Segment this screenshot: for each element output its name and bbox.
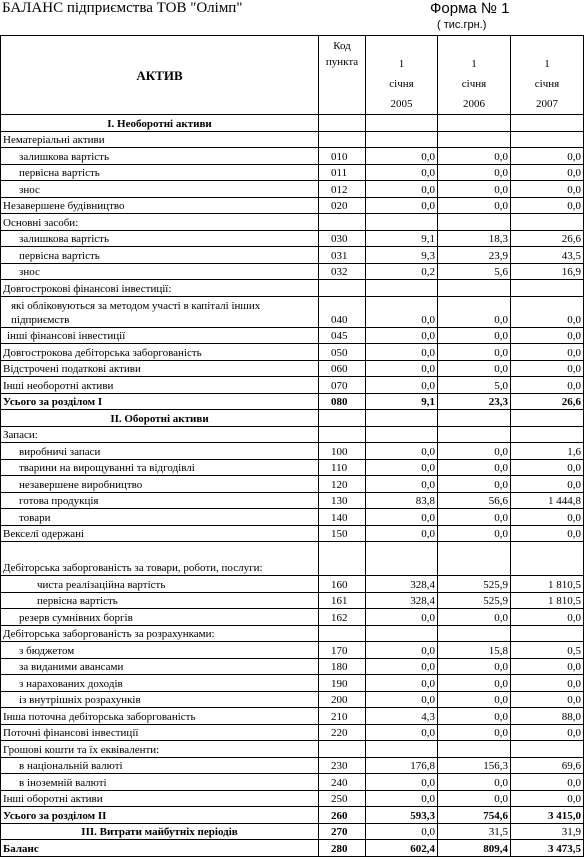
table-row: [1, 247, 584, 264]
table-row: [1, 542, 584, 576]
row-value-2005: 0,0: [366, 774, 438, 791]
row-code: 011: [319, 164, 366, 181]
row-value-2007: [511, 280, 584, 297]
row-value-2006: 0,0: [438, 724, 511, 741]
table-row: [1, 642, 584, 659]
row-value-2006: 525,9: [438, 592, 511, 609]
row-value-2006: 0,0: [438, 691, 511, 708]
header-code: Код пункта: [319, 36, 366, 115]
header-period-2005-day: 1: [398, 58, 405, 70]
table-row: [1, 625, 584, 642]
row-value-2007: 43,5: [511, 247, 584, 264]
row-value-2006: 0,0: [438, 509, 511, 526]
row-value-2005: 9,1: [366, 230, 438, 247]
header-period-2006: [438, 36, 511, 115]
form-number: Форма № 1: [430, 0, 510, 17]
row-label: із внутрішніх розрахунків: [1, 691, 319, 708]
header-period-2005-month: січня: [389, 78, 414, 90]
row-label: Баланс: [1, 840, 319, 857]
header-period-2007-month: січня: [534, 78, 560, 90]
row-code: 210: [319, 708, 366, 725]
row-value-2006: 0,0: [438, 525, 511, 542]
row-value-2005: [366, 410, 438, 427]
row-value-2005: 4,3: [366, 708, 438, 725]
table-row: [1, 476, 584, 493]
row-code: [319, 214, 366, 231]
row-value-2005: [366, 131, 438, 148]
row-value-2007: [511, 131, 584, 148]
row-label: Поточні фінансові інвестиції: [1, 724, 319, 741]
row-value-2006: 0,0: [438, 197, 511, 214]
row-value-2005: 0,0: [366, 790, 438, 807]
table-row: [1, 823, 584, 840]
table-row: [1, 360, 584, 377]
row-value-2006: 754,6: [438, 807, 511, 824]
table-row: [1, 410, 584, 427]
row-value-2005: 0,0: [366, 181, 438, 198]
row-value-2005: 0,0: [366, 509, 438, 526]
row-label: в національній валюті: [1, 757, 319, 774]
row-value-2007: 0,0: [511, 197, 584, 214]
row-value-2007: [511, 115, 584, 132]
row-value-2005: [366, 741, 438, 758]
row-value-2005: 0,0: [366, 459, 438, 476]
row-code: 260: [319, 807, 366, 824]
row-value-2007: [511, 542, 584, 576]
row-value-2007: 3 473,5: [511, 840, 584, 857]
header-period-2007: [511, 36, 584, 115]
row-label: знос: [1, 263, 319, 280]
row-code: 080: [319, 393, 366, 410]
row-value-2007: 88,0: [511, 708, 584, 725]
row-value-2005: 0,0: [366, 197, 438, 214]
row-code: [319, 280, 366, 297]
row-value-2006: 0,0: [438, 459, 511, 476]
row-code: 010: [319, 148, 366, 165]
row-value-2006: 156,3: [438, 757, 511, 774]
table-row: [1, 741, 584, 758]
table-row: [1, 708, 584, 725]
header-period-2005-year: 2005: [390, 98, 413, 110]
row-value-2006: [438, 410, 511, 427]
row-value-2007: 0,0: [511, 327, 584, 344]
row-value-2006: [438, 214, 511, 231]
row-value-2005: 0,0: [366, 164, 438, 181]
row-value-2006: [438, 131, 511, 148]
row-code: 220: [319, 724, 366, 741]
row-value-2005: 0,2: [366, 263, 438, 280]
row-value-2007: 0,0: [511, 164, 584, 181]
row-value-2006: 809,4: [438, 840, 511, 857]
row-value-2005: [366, 542, 438, 576]
table-row: [1, 115, 584, 132]
row-label: Довгострокова дебіторська заборгованість: [1, 344, 319, 361]
row-value-2007: [511, 625, 584, 642]
row-label: первісна вартість: [1, 247, 319, 264]
row-code: 180: [319, 658, 366, 675]
row-code: 190: [319, 675, 366, 692]
row-label: Векселі одержані: [1, 525, 319, 542]
row-value-2005: 0,0: [366, 296, 438, 327]
table-row: [1, 230, 584, 247]
row-value-2005: [366, 214, 438, 231]
row-value-2007: 0,0: [511, 509, 584, 526]
row-value-2006: 0,0: [438, 327, 511, 344]
row-code: 150: [319, 525, 366, 542]
row-value-2007: [511, 426, 584, 443]
row-code: [319, 542, 366, 576]
header-period-2006-year: 2006: [463, 98, 485, 110]
row-value-2007: 69,6: [511, 757, 584, 774]
row-value-2006: 0,0: [438, 774, 511, 791]
row-label: з нарахованих доходів: [1, 675, 319, 692]
row-label: Довгострокові фінансові інвестиції:: [1, 280, 319, 297]
table-row: [1, 296, 584, 327]
balance-table: [0, 35, 584, 857]
row-value-2006: 0,0: [438, 164, 511, 181]
row-code: 020: [319, 197, 366, 214]
row-value-2006: 0,0: [438, 344, 511, 361]
row-value-2007: 1 444,8: [511, 492, 584, 509]
row-value-2006: 0,0: [438, 360, 511, 377]
row-value-2006: 5,6: [438, 263, 511, 280]
table-row: [1, 840, 584, 857]
row-value-2005: 0,0: [366, 823, 438, 840]
row-value-2007: 1 810,5: [511, 592, 584, 609]
row-value-2006: 0,0: [438, 443, 511, 460]
row-value-2005: 176,8: [366, 757, 438, 774]
row-label: залишкова вартість: [1, 230, 319, 247]
row-label: залишкова вартість: [1, 148, 319, 165]
table-row: [1, 181, 584, 198]
row-value-2006: 0,0: [438, 790, 511, 807]
table-row: [1, 214, 584, 231]
row-value-2007: 0,5: [511, 642, 584, 659]
row-value-2007: [511, 410, 584, 427]
row-value-2005: 0,0: [366, 675, 438, 692]
table-row: [1, 658, 584, 675]
row-value-2007: 0,0: [511, 360, 584, 377]
row-value-2005: 0,0: [366, 327, 438, 344]
table-row: [1, 426, 584, 443]
table-row: [1, 774, 584, 791]
row-value-2007: 0,0: [511, 774, 584, 791]
row-label: Запаси:: [1, 426, 319, 443]
table-row: [1, 724, 584, 741]
header-period-2007-year: 2007: [536, 98, 558, 110]
row-value-2007: 3 415,0: [511, 807, 584, 824]
table-row: [1, 492, 584, 509]
table-row: [1, 592, 584, 609]
row-label: знос: [1, 181, 319, 198]
row-code: 050: [319, 344, 366, 361]
row-code: 012: [319, 181, 366, 198]
row-value-2006: 23,9: [438, 247, 511, 264]
table-row: [1, 576, 584, 593]
row-label: які обліковуються за методом участі в капіталі інших підприємств: [1, 296, 319, 327]
row-value-2006: 31,5: [438, 823, 511, 840]
row-code: 270: [319, 823, 366, 840]
row-value-2007: 0,0: [511, 459, 584, 476]
table-row: [1, 443, 584, 460]
table-row: [1, 377, 584, 394]
row-label: Усього за розділом ІІ: [1, 807, 319, 824]
row-label: первісна вартість: [1, 592, 319, 609]
row-value-2005: 0,0: [366, 658, 438, 675]
row-label: резерв сумнівних боргів: [1, 609, 319, 626]
row-value-2006: 0,0: [438, 296, 511, 327]
row-value-2006: 23,3: [438, 393, 511, 410]
row-code: 170: [319, 642, 366, 659]
row-value-2005: 9,3: [366, 247, 438, 264]
row-value-2005: 0,0: [366, 360, 438, 377]
header-period-2007-day: 1: [544, 58, 550, 70]
row-value-2007: 0,0: [511, 377, 584, 394]
row-label: виробничі запаси: [1, 443, 319, 460]
row-code: 240: [319, 774, 366, 791]
table-row: [1, 263, 584, 280]
row-code: [319, 410, 366, 427]
row-label: товари: [1, 509, 319, 526]
row-value-2005: 0,0: [366, 525, 438, 542]
row-label: ІІІ. Витрати майбутніх періодів: [1, 823, 319, 840]
table-row: [1, 757, 584, 774]
header-activ: АКТИВ: [1, 36, 319, 115]
row-value-2005: 83,8: [366, 492, 438, 509]
row-label: Незавершене будівництво: [1, 197, 319, 214]
row-value-2005: 0,0: [366, 691, 438, 708]
row-value-2007: 0,0: [511, 609, 584, 626]
row-label: І. Необоротні активи: [1, 115, 319, 132]
row-value-2005: 0,0: [366, 724, 438, 741]
table-row: [1, 459, 584, 476]
row-code: 200: [319, 691, 366, 708]
row-value-2006: 525,9: [438, 576, 511, 593]
table-row: [1, 131, 584, 148]
row-value-2005: 0,0: [366, 476, 438, 493]
row-value-2006: [438, 115, 511, 132]
row-code: 031: [319, 247, 366, 264]
row-value-2007: 31,9: [511, 823, 584, 840]
row-label: в іноземній валюті: [1, 774, 319, 791]
row-code: 130: [319, 492, 366, 509]
row-value-2006: 0,0: [438, 658, 511, 675]
row-code: [319, 625, 366, 642]
row-value-2006: 0,0: [438, 476, 511, 493]
table-row: [1, 691, 584, 708]
row-value-2007: 0,0: [511, 525, 584, 542]
table-row: [1, 609, 584, 626]
row-value-2007: 1 810,5: [511, 576, 584, 593]
row-label: Нематеріальні активи: [1, 131, 319, 148]
row-value-2007: [511, 214, 584, 231]
row-value-2006: 0,0: [438, 148, 511, 165]
row-code: 030: [319, 230, 366, 247]
row-label: Основні засоби:: [1, 214, 319, 231]
row-value-2006: 0,0: [438, 675, 511, 692]
row-value-2006: [438, 741, 511, 758]
row-label: Дебіторська заборгованість за розрахунками:: [1, 625, 319, 642]
row-value-2007: 0,0: [511, 724, 584, 741]
row-value-2005: 593,3: [366, 807, 438, 824]
row-code: 032: [319, 263, 366, 280]
row-label: Усього за розділом І: [1, 393, 319, 410]
row-code: 140: [319, 509, 366, 526]
row-value-2007: 26,6: [511, 230, 584, 247]
row-code: 100: [319, 443, 366, 460]
row-code: [319, 426, 366, 443]
row-value-2006: 56,6: [438, 492, 511, 509]
row-value-2007: 0,0: [511, 344, 584, 361]
header-period-2005: [366, 36, 438, 115]
row-value-2005: [366, 426, 438, 443]
row-value-2005: 0,0: [366, 148, 438, 165]
row-value-2005: 0,0: [366, 609, 438, 626]
row-label: інші фінансові інвестиції: [1, 327, 319, 344]
table-row: [1, 790, 584, 807]
table-row: [1, 525, 584, 542]
table-body: [1, 115, 584, 857]
row-value-2007: 0,0: [511, 675, 584, 692]
table-row: [1, 675, 584, 692]
row-value-2006: [438, 280, 511, 297]
row-value-2007: 16,9: [511, 263, 584, 280]
row-value-2007: 0,0: [511, 148, 584, 165]
table-row: [1, 509, 584, 526]
row-label: Інша поточна дебіторська заборгованість: [1, 708, 319, 725]
row-value-2005: 602,4: [366, 840, 438, 857]
row-label: ІІ. Оборотні активи: [1, 410, 319, 427]
row-code: 160: [319, 576, 366, 593]
row-code: 060: [319, 360, 366, 377]
row-value-2006: [438, 426, 511, 443]
row-value-2006: 0,0: [438, 708, 511, 725]
row-value-2005: 0,0: [366, 443, 438, 460]
row-value-2006: 15,8: [438, 642, 511, 659]
row-value-2007: 0,0: [511, 476, 584, 493]
row-value-2007: 0,0: [511, 181, 584, 198]
row-label: з бюджетом: [1, 642, 319, 659]
row-value-2007: 0,0: [511, 691, 584, 708]
table-row: [1, 148, 584, 165]
header-period-2006-day: 1: [471, 58, 477, 70]
row-code: [319, 741, 366, 758]
row-code: 162: [319, 609, 366, 626]
row-value-2007: [511, 741, 584, 758]
table-header-row: [1, 36, 584, 115]
table-row: [1, 393, 584, 410]
units-label: ( тис.грн.): [437, 19, 487, 31]
row-code: 045: [319, 327, 366, 344]
row-code: 250: [319, 790, 366, 807]
row-code: [319, 131, 366, 148]
row-label: за виданими авансами: [1, 658, 319, 675]
row-label: первісна вартість: [1, 164, 319, 181]
row-label: Інші оборотні активи: [1, 790, 319, 807]
row-value-2005: 328,4: [366, 576, 438, 593]
row-value-2005: 0,0: [366, 642, 438, 659]
row-label: Дебіторська заборгованість за товари, роботи, послуги:: [1, 542, 319, 576]
row-label: чиста реалізаційна вартість: [1, 576, 319, 593]
table-row: [1, 164, 584, 181]
row-value-2007: 0,0: [511, 296, 584, 327]
row-value-2005: [366, 115, 438, 132]
row-label: готова продукція: [1, 492, 319, 509]
row-code: 161: [319, 592, 366, 609]
row-code: 230: [319, 757, 366, 774]
row-value-2005: [366, 625, 438, 642]
row-value-2007: 0,0: [511, 790, 584, 807]
table-row: [1, 344, 584, 361]
row-value-2006: 0,0: [438, 181, 511, 198]
row-code: 070: [319, 377, 366, 394]
row-value-2007: 0,0: [511, 658, 584, 675]
row-code: 120: [319, 476, 366, 493]
row-label: Грошові кошти та їх еквіваленти:: [1, 741, 319, 758]
table-row: [1, 807, 584, 824]
row-code: 040: [319, 296, 366, 327]
row-code: 280: [319, 840, 366, 857]
row-code: [319, 115, 366, 132]
row-label: Інші необоротні активи: [1, 377, 319, 394]
header-period-2006-month: січня: [461, 78, 487, 90]
document-title: БАЛАНС підприємства ТОВ "Олімп": [2, 0, 243, 16]
row-value-2007: 26,6: [511, 393, 584, 410]
table-row: [1, 280, 584, 297]
table-row: [1, 327, 584, 344]
row-code: 110: [319, 459, 366, 476]
row-value-2006: 5,0: [438, 377, 511, 394]
row-value-2005: 0,0: [366, 344, 438, 361]
row-value-2006: 18,3: [438, 230, 511, 247]
row-value-2006: [438, 542, 511, 576]
row-label: Відстрочені податкові активи: [1, 360, 319, 377]
row-label: незавершене виробництво: [1, 476, 319, 493]
row-label: тварини на вирощуванні та відгодівлі: [1, 459, 319, 476]
row-value-2006: [438, 625, 511, 642]
row-value-2007: 1,6: [511, 443, 584, 460]
row-value-2005: 328,4: [366, 592, 438, 609]
row-value-2006: 0,0: [438, 609, 511, 626]
row-value-2005: [366, 280, 438, 297]
row-value-2005: 9,1: [366, 393, 438, 410]
row-value-2005: 0,0: [366, 377, 438, 394]
table-row: [1, 197, 584, 214]
